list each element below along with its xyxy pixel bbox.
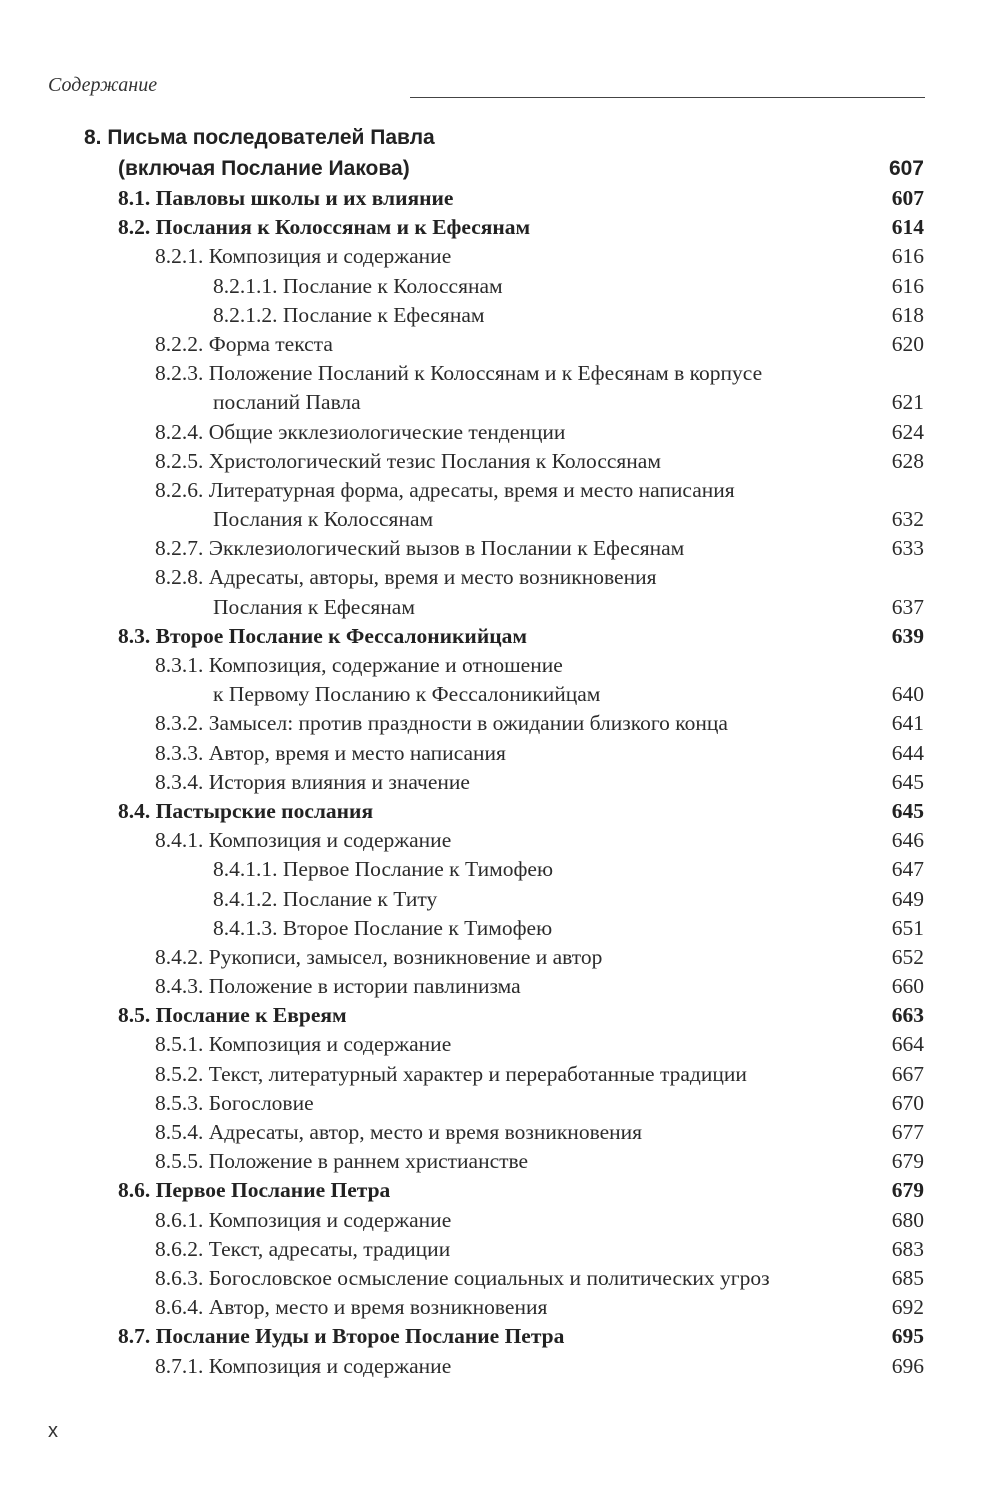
toc-entry-title: 8.4.1. Композиция и содержание [155, 828, 452, 853]
toc-entry-title: посланий Павла [213, 390, 361, 415]
toc-entry-page: 680 [891, 1207, 924, 1232]
toc-entry [0, 1176, 1000, 1205]
toc-entry-title: 8.2.1.2. Послание к Ефесянам [213, 302, 485, 327]
toc-entry-title: к Первому Посланию к Фессалоникийцам [213, 682, 601, 707]
toc-entry-title: 8.2.1. Композиция и содержание [155, 244, 452, 269]
toc-entry-page: 607 [888, 157, 924, 180]
toc-entry-title: 8.5.3. Богословие [155, 1090, 314, 1115]
toc-entry-title: 8.4.1.2. Послание к Титу [213, 886, 438, 911]
toc-entry-page: 644 [891, 740, 924, 765]
toc-entry-page: 696 [891, 1353, 924, 1378]
toc-entry-title: 8.6.3. Богословское осмысление социальных и политических угроз [155, 1265, 770, 1290]
toc-entry-title: 8.3.4. История влияния и значение [155, 769, 470, 794]
toc-entry-page: 633 [891, 536, 924, 561]
toc-entry-title: 8.3.2. Замысел: против праздности в ожидании близкого конца [155, 711, 728, 736]
toc-entry-title: 8.2.8. Адресаты, авторы, время и место возникновения [155, 565, 657, 590]
toc-entry [0, 447, 1000, 476]
toc-entry-title: 8.4. Пастырские послания [118, 798, 374, 823]
toc-entry-page: 621 [891, 390, 924, 415]
toc-entry-title: 8.2.2. Форма текста [155, 331, 333, 356]
toc-entry-page: 637 [891, 594, 924, 619]
toc-entry [0, 1118, 1000, 1147]
toc-entry-title: 8.1. Павловы школы и их влияние [118, 186, 454, 210]
toc-entry [0, 505, 1000, 534]
toc-entry [0, 1293, 1000, 1322]
toc-entry-title: 8.5. Послание к Евреям [118, 1003, 347, 1028]
toc-entry-page: 645 [891, 769, 924, 794]
toc-entry-page: 614 [891, 215, 924, 240]
toc-entry-title: 8.2.6. Литературная форма, адресаты, время и место написания [155, 477, 735, 502]
toc-entry [0, 184, 1000, 213]
toc-entry-page: 632 [891, 507, 924, 532]
toc-entry [0, 972, 1000, 1001]
toc-entry-title: 8.2.7. Экклезиологический вызов в Послании к Ефесянам [155, 536, 685, 561]
toc-entry [0, 622, 1000, 651]
toc-entry-page: 616 [891, 273, 924, 298]
toc-entry [0, 476, 1000, 505]
toc-entry-title: 8.3. Второе Послание к Фессалоникийцам [118, 623, 527, 648]
toc-entry [0, 593, 1000, 622]
toc-entry [0, 826, 1000, 855]
toc-entry-title: 8.2.1.1. Послание к Колоссянам [213, 273, 503, 298]
toc-entry-title: 8.6.4. Автор, место и время возникновения [155, 1295, 548, 1320]
toc-entry-page: 663 [891, 1003, 924, 1028]
toc-entry [0, 1001, 1000, 1030]
header-rule [410, 97, 925, 98]
toc-entry-page: 649 [891, 886, 924, 911]
toc-entry-page: 620 [891, 331, 924, 356]
toc-entry-page: 616 [891, 244, 924, 269]
toc-entry-page: 679 [891, 1178, 924, 1203]
toc-entry-page: 685 [891, 1265, 924, 1290]
toc-entry-page: 640 [891, 682, 924, 707]
toc-entry-page: 679 [891, 1149, 924, 1174]
page-number: x [48, 1420, 58, 1442]
toc-entry-page: 670 [891, 1090, 924, 1115]
toc-entry-title: 8.3.1. Композиция, содержание и отношение [155, 653, 563, 677]
toc-entry-title: 8.4.1.3. Второе Послание к Тимофею [213, 915, 553, 940]
running-header: Содержание [48, 74, 158, 96]
toc-entry [0, 1030, 1000, 1059]
toc-entry [0, 359, 1000, 388]
toc-entry [0, 1147, 1000, 1176]
toc-entry-title: 8.5.5. Положение в раннем христианстве [155, 1149, 529, 1174]
toc-entry [0, 1264, 1000, 1293]
toc-entry-page: 628 [891, 448, 924, 473]
toc-entry-title: 8.4.3. Положение в истории павлинизма [155, 974, 521, 999]
toc-entry [0, 272, 1000, 301]
toc-entry-page: 677 [891, 1120, 924, 1144]
toc-entry-title: 8.4.1.1. Первое Послание к Тимофею [213, 857, 554, 882]
toc-entry-title: 8. Письма последователей Павла [84, 126, 435, 149]
toc-entry-page: 667 [891, 1061, 924, 1086]
toc-entry-page: 624 [891, 419, 924, 444]
toc-entry-title: 8.6.1. Композиция и содержание [155, 1207, 452, 1232]
toc-entry-page: 646 [891, 828, 924, 853]
toc-entry [0, 1089, 1000, 1118]
toc-entry-page: 645 [891, 798, 924, 823]
toc-entry-title: 8.2. Послания к Колоссянам и к Ефесянам [118, 215, 531, 240]
toc-entry [0, 943, 1000, 972]
toc-entry [0, 768, 1000, 797]
toc-entry-title: (включая Послание Иакова) [118, 157, 410, 180]
toc-entry [0, 1235, 1000, 1264]
toc-entry [0, 388, 1000, 417]
toc-entry-page: 618 [891, 302, 924, 327]
toc-entry [0, 153, 1000, 184]
toc-entry [0, 885, 1000, 914]
toc-entry-page: 652 [891, 944, 924, 969]
toc-entry-title: 8.7. Послание Иуды и Второе Послание Петра [118, 1324, 565, 1349]
toc-entry [0, 651, 1000, 680]
toc-entry-title: Послания к Ефесянам [213, 594, 415, 619]
toc-entry-title: Послания к Колоссянам [213, 507, 434, 532]
toc-entry-title: 8.5.4. Адресаты, автор, место и время возникновения [155, 1120, 643, 1144]
toc-entry [0, 330, 1000, 359]
toc-entry-page: 683 [891, 1236, 924, 1261]
toc-entry-title: 8.3.3. Автор, время и место написания [155, 740, 506, 765]
toc-entry-title: 8.5.1. Композиция и содержание [155, 1032, 452, 1057]
toc-entry [0, 242, 1000, 271]
toc-entry-page: 651 [891, 915, 924, 940]
toc-entry-page: 664 [891, 1032, 924, 1057]
toc-entry [0, 709, 1000, 738]
toc-entry [0, 680, 1000, 709]
toc-entry-title: 8.2.5. Христологический тезис Послания к Колоссянам [155, 448, 661, 473]
toc-entry [0, 563, 1000, 592]
toc-entry [0, 1352, 1000, 1381]
toc-entry [0, 739, 1000, 768]
toc-entry [0, 418, 1000, 447]
toc-entry [0, 1322, 1000, 1351]
toc-entry-page: 607 [891, 186, 924, 210]
toc-entry [0, 213, 1000, 242]
toc-entry-page: 692 [891, 1295, 924, 1320]
toc-entry [0, 534, 1000, 563]
toc-entry [0, 1206, 1000, 1235]
toc-entry-page: 695 [891, 1324, 924, 1349]
table-of-contents [0, 122, 1000, 1381]
toc-entry-title: 8.6.2. Текст, адресаты, традиции [155, 1236, 451, 1261]
toc-entry [0, 855, 1000, 884]
toc-entry-title: 8.4.2. Рукописи, замысел, возникновение и автор [155, 944, 603, 969]
toc-entry [0, 914, 1000, 943]
toc-entry-title: 8.2.4. Общие экклезиологические тенденции [155, 419, 566, 444]
toc-entry-page: 641 [891, 711, 924, 736]
toc-entry-title: 8.5.2. Текст, литературный характер и переработанные традиции [155, 1061, 747, 1086]
toc-entry-title: 8.6. Первое Послание Петра [118, 1178, 391, 1203]
toc-entry-page: 647 [891, 857, 924, 882]
toc-entry [0, 1060, 1000, 1089]
toc-entry-page: 660 [891, 974, 924, 999]
toc-entry-title: 8.2.3. Положение Посланий к Колоссянам и к Ефесянам в корпусе [155, 361, 763, 386]
toc-entry-title: 8.7.1. Композиция и содержание [155, 1353, 452, 1378]
toc-entry [0, 797, 1000, 826]
toc-entry-page: 639 [891, 623, 924, 648]
toc-entry [0, 301, 1000, 330]
toc-entry [0, 122, 1000, 153]
